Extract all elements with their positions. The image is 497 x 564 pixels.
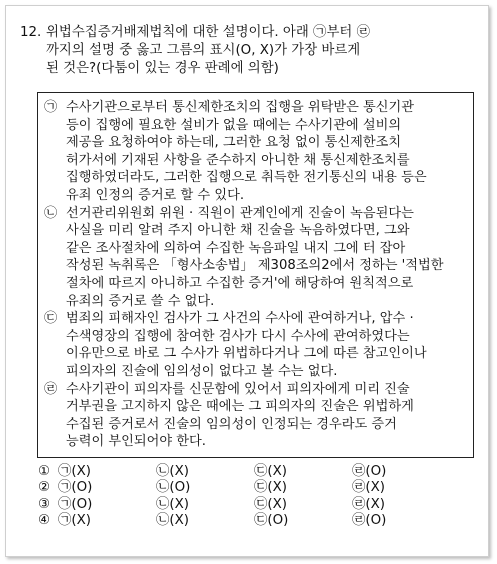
choice-option: ㉣(X)	[352, 496, 386, 512]
choice-number: ③	[38, 496, 51, 512]
statement-line: 능력이 부인되어야 한다.	[66, 434, 206, 450]
choice-option: ㉡(X)	[156, 496, 190, 512]
statements-box	[37, 92, 474, 458]
choice-3[interactable]	[38, 497, 450, 513]
statement-line: 허가서에 기재된 사항을 준수하지 아니한 채 통신제한조치를	[66, 152, 410, 168]
stem-line-2: 까지의 설명 중 옳고 그름의 표시(O, X)가 가장 바르게	[46, 43, 361, 58]
question-card	[5, 5, 489, 557]
statement-mark: ㉠	[44, 100, 58, 115]
choice-option: ㉠(O)	[58, 480, 93, 496]
choice-number: ②	[38, 480, 51, 496]
statement-line: 등이 집행에 필요한 설비가 없을 때에는 수사기관에 설비의	[66, 117, 402, 133]
statement-mark: ㉣	[44, 381, 58, 397]
choice-option: ㉡(O)	[156, 480, 191, 496]
choice-option: ㉠(X)	[58, 464, 92, 479]
stem-line-1: 위법수집증거배제법칙에 대한 설명이다. 아래 ㉠부터 ㉣	[46, 25, 370, 40]
stem-line-3: 된 것은?(다툼이 있는 경우 판례에 의함)	[46, 61, 279, 76]
statement-c	[44, 310, 465, 380]
choice-4[interactable]	[38, 513, 450, 529]
statement-line: 수집된 증거로서 진술의 임의성이 인정되는 경우라도 증거	[66, 416, 397, 432]
choice-option: ㉢(X)	[254, 464, 288, 479]
choice-1[interactable]	[38, 464, 450, 480]
statement-d	[44, 381, 465, 451]
choice-option: ㉣(X)	[352, 480, 386, 496]
statement-line: 피의자의 진술에 임의성이 없다고 볼 수는 없다.	[66, 363, 338, 379]
statement-line: 제공을 요청하여야 하는데, 그러한 요청 없이 통신제한조치	[66, 135, 402, 151]
statement-line: 선거관리위원회 위원 · 직원이 관계인에게 진술이 녹음된다는	[66, 205, 414, 221]
statement-line: 절차에 따르지 아니하고 수집한 증거'에 해당하여 원칙적으로	[66, 275, 414, 291]
statement-line: 같은 조사절차에 의하여 수집한 녹음파일 내지 그에 터 잡아	[66, 240, 406, 256]
statement-line: 수색영장의 집행에 참여한 검사가 다시 수사에 관여하였다는	[66, 328, 410, 344]
statement-line: 거부권을 고지하지 않은 때에는 그 피의자의 진술은 위법하게	[66, 399, 414, 415]
statement-line: 수사기관으로부터 통신제한조치의 집행을 위탁받은 통신기관	[66, 100, 414, 115]
choice-option: ㉢(X)	[254, 480, 288, 496]
answer-choices	[38, 464, 450, 530]
statement-line: 집행하였더라도, 그러한 집행으로 취득한 전기통신의 내용 등은	[66, 170, 427, 186]
choice-option: ㉠(O)	[58, 496, 93, 512]
choice-2[interactable]	[38, 480, 450, 496]
statement-line: 이유만으로 바로 그 수사가 위법하다거나 그에 따른 참고인이나	[66, 346, 427, 362]
choice-option: ㉡(X)	[156, 464, 190, 479]
question-number: 12.	[20, 25, 42, 40]
statement-mark: ㉡	[44, 205, 58, 221]
question-stem	[20, 24, 497, 78]
choice-option: ㉣(O)	[352, 464, 387, 479]
statement-line: 수사기관이 피의자를 신문함에 있어서 피의자에게 미리 진술	[66, 381, 410, 397]
choice-number: ④	[38, 513, 51, 529]
choice-option: ㉣(O)	[352, 513, 387, 529]
choice-option: ㉢(O)	[254, 513, 289, 529]
statement-line: 사실을 미리 알려 주지 아니한 채 진술을 녹음하였다면, 그와	[66, 223, 410, 239]
statement-mark: ㉢	[44, 311, 58, 327]
statement-b	[44, 205, 465, 311]
statement-line: 유죄 인정의 증거로 할 수 있다.	[66, 187, 245, 203]
statement-line: 유죄의 증거로 쓸 수 없다.	[66, 293, 215, 309]
statement-a	[44, 99, 465, 205]
choice-number: ①	[38, 464, 51, 479]
choice-option: ㉢(X)	[254, 496, 288, 512]
choice-option: ㉠(X)	[58, 513, 92, 529]
statement-line: 범죄의 피해자인 검사가 그 사건의 수사에 관여하거나, 압수 ·	[66, 311, 414, 327]
statement-line: 작성된 녹취록은 「형사소송법」 제308조의2에서 정하는 '적법한	[66, 258, 444, 274]
choice-option: ㉡(X)	[156, 513, 190, 529]
